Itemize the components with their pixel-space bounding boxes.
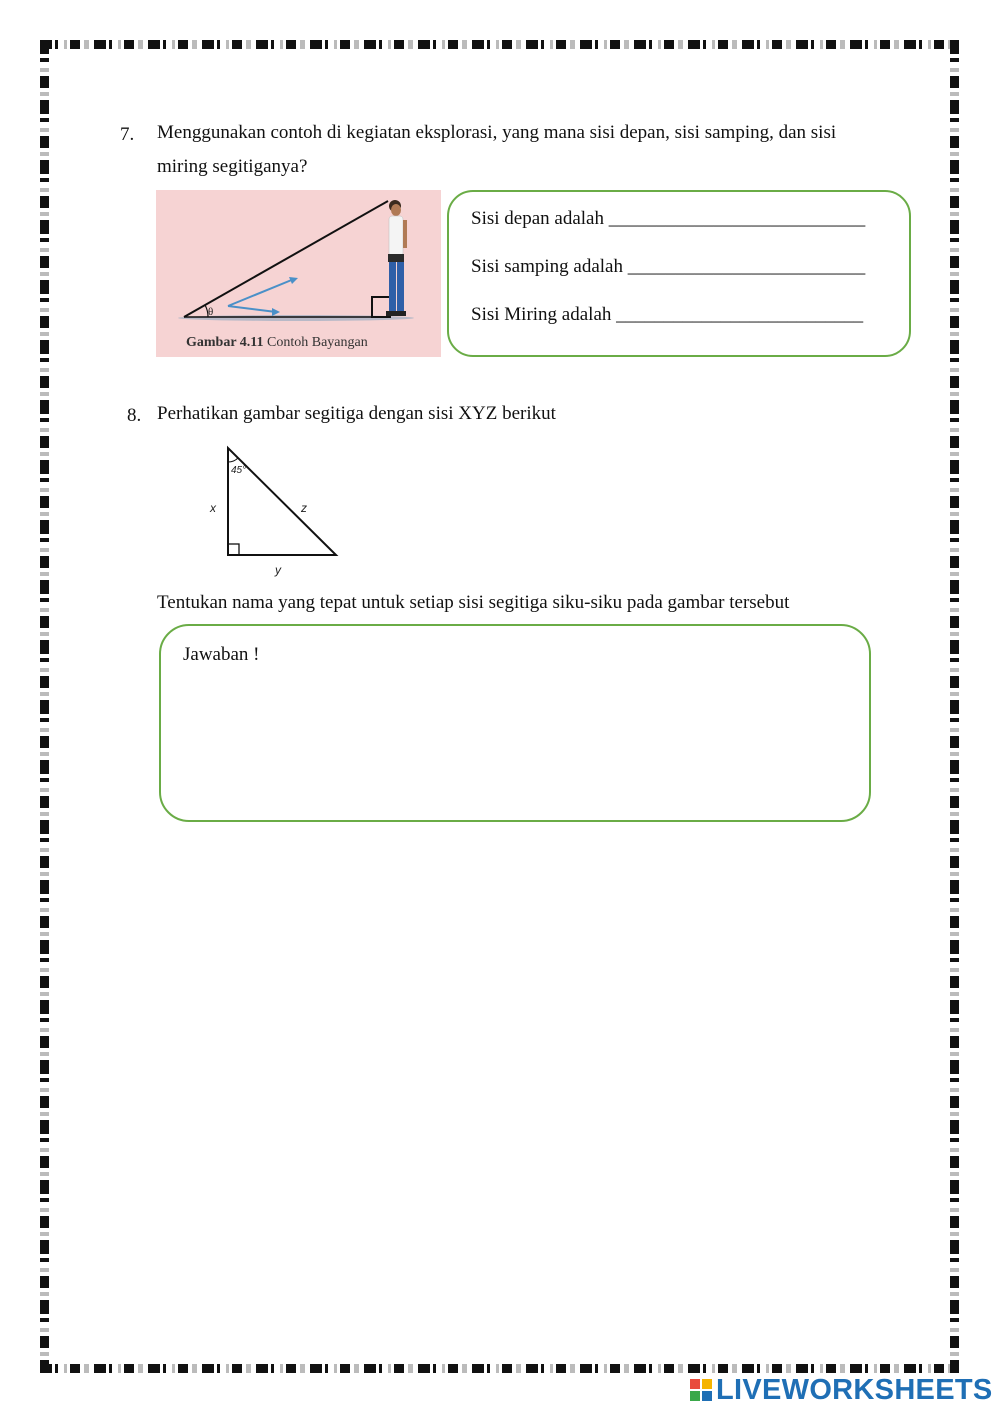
side-z-label: z	[301, 501, 307, 515]
page-border-top	[40, 40, 959, 49]
page-border-left	[40, 40, 49, 1373]
answer-front-side[interactable]: Sisi depan adalah ___________________________	[471, 208, 866, 229]
question-8-text: Perhatikan gambar segitiga dengan sisi XYZ berikut	[157, 403, 556, 424]
answer-adjacent-side[interactable]: Sisi samping adalah _________________________	[471, 256, 866, 277]
side-x-label: x	[210, 501, 216, 515]
question-8-instruction: Tentukan nama yang tepat untuk setiap sisi segitiga siku-siku pada gambar tersebut	[157, 592, 790, 613]
xyz-triangle-figure	[200, 440, 350, 580]
figure-caption: Gambar 4.11 Contoh Bayangan	[186, 335, 368, 350]
right-triangle-diagram	[200, 440, 350, 580]
liveworksheets-logo-icon	[690, 1379, 712, 1401]
question-7-text	[157, 116, 836, 184]
question-8-number: 8.	[127, 405, 142, 426]
angle-45-label: 45°	[231, 465, 247, 476]
page-border-bottom	[40, 1364, 959, 1373]
liveworksheets-brand	[690, 1374, 993, 1406]
brand-text: LIVEWORKSHEETS	[716, 1373, 993, 1406]
shadow-example-figure	[156, 190, 441, 357]
answer-label: Jawaban !	[183, 644, 260, 665]
person-figure	[386, 200, 407, 316]
page-border-right	[950, 40, 959, 1373]
question-8-answer-box[interactable]	[159, 624, 871, 822]
question-7-number: 7.	[120, 124, 135, 145]
answer-hypotenuse-side[interactable]: Sisi Miring adalah __________________________	[471, 304, 864, 325]
question-7-answer-box	[447, 190, 911, 357]
question-7-text-line1: Menggunakan contoh di kegiatan eksplorasi, yang mana sisi depan, sisi samping, dan sisi	[157, 122, 837, 143]
shadow-triangle-illustration	[156, 190, 441, 357]
side-y-label: y	[275, 563, 281, 577]
angle-theta-label: θ	[208, 306, 214, 318]
question-7-text-line2: miring segitiganya?	[157, 156, 308, 177]
